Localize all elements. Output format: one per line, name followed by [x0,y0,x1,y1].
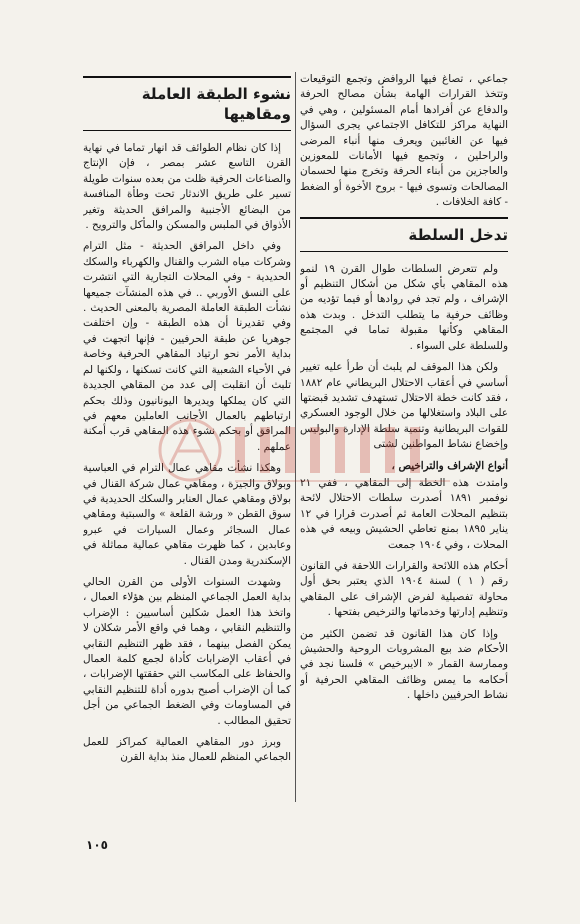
section-title-working-class: نشوء الطبقة العاملة ومقاهيها [83,76,291,131]
page-number: ١٠٥ [86,838,108,852]
right-column [300,72,508,802]
paragraph: وشهدت السنوات الأولى من القرن الحالي بداية العمل الجماعي المنظم بين هؤلاء العمال ، واتخذ هذا العمل شكلين أساسيين : الإضراب والتنظيم النقابي ، وهما في واقع الأمر شكلان لا يمكن الفصل بينهما ، فقد ظهر التنظيم النقابي في أعقاب الإضرابات كأداة لجمع كلمة العمال والحفاظ على المكاسب التي حققتها الإضرابات ، كما أن الإضراب أصبح بدوره أداة للتنظيم النقابي في المساومات وفي الضغط الجماعي من أجل تحقيق المطالب . [83,575,291,727]
paragraph: ولكن هذا الموقف لم يلبث أن طرأ عليه تغيير أساسي في أعقاب الاحتلال البريطاني عام ١٨٨٢ ، فقد كانت خطة الاحتلال تستهدف تشديد قبضتها على البلاد واستغلالها من خلال الوجود العسكري للقوات البريطانية وتنمية سلطة الإدارة والبوليس وإخضاع نشاط المواطنين لشتى [300,361,508,451]
paragraph: إذا كان نظام الطوائف قد انهار تماما في نهاية القرن التاسع عشر بمصر ، فإن الإنتاج والصناعات الحرفية ظلت من بعده سنوات طويلة تسير على طريق الاندثار تحت وطأة المنافسة من البضائع الأجنبية والمرافق الحديثة وتغير الأذواق في الملبس والمسكن والمأكل والترويح . [83,142,291,232]
column-divider [295,72,296,802]
paragraph: وإذا كان هذا القانون قد تضمن الكثير من الأحكام ضد بيع المشروبات الروحية والحشيش وممارسة القمار « الايبرخيص » فلسنا نجد في أحكامه ما يمس وظائف المقاهي الحرفية أو نشاط الحرفيين داخلها . [300,627,508,702]
paragraph: وفي داخل المرافق الحديثة - مثل الترام وشركات مياه الشرب والقنال والكهرباء والسكك الحديدية - وفي المحلات التجارية التي انتشرت على النسق الأوربي .. في هذه المنشآت جميعها نشأت الطبقة العاملة المصرية بالمعنى الحديث . وفي تقديرنا أن هذه الطبقة - وإن اختلفت جوهريا عن طبقة الحرفيين - فإنها اتجهت في بداية الأمر نحو ارتياد المقاهي الحرفية وخاصة في الأحياء الشعبية التي كانت تسكنها ، ولكنها لم تلبث أن انقلبت إلى عدد من المقاهي الجديدة التي كان يملكها ويديرها اليونانيون وذلك بحكم ارتباطهم بالعمال الأجانب العاملين معهم في المرافق أو بحكم نشوء هذه المقاهي قرب أمكنة عملهم . [83,240,291,453]
subhead: أنواع الإشراف والتراخيص ، [391,459,508,472]
intro-paragraph: جماعي ، تصاغ فيها الروافض وتجمع التوقيعات وتتخذ القرارات الهامة بشأن مصالح الحرفة والدفاع عن أفرادها أمام المسئولين ، وهي في النهاية مراكز للتكافل الاجتماعي يجرى السؤال فيها عن الغائبين ويعرف منها أنباء المرضى والراحلين ، وتجمع فيها الأمانات للمعوزين والعاجزين من أبناء الحرفة وتخرج منها لحسمان المصالحات وتسوى فيها - بروح الأخوة أو الضغط - كافة الخلافات . [300,73,508,209]
paragraph: وهكذا نشأت مقاهي عمال الترام في العباسية وبولاق والجيزة ، ومقاهي عمال شركة القنال في بولاق ومقاهي عمال العنابر والسكك الحديدية في سوق القطن « ورشة القلعة » والسبتية ومقاهي عمال السجائر وعمال السيارات في عبرو وعابدين ، كما ظهرت مقاهي عمالية مماثلة في الإسكندرية ومدن القنال . [83,462,291,567]
section-title-authority-intervention: تدخل السلطة [300,217,508,252]
paragraph: وامتدت هذه الخطة إلى المقاهي ، ففي ٢١ نوفمبر ١٨٩١ أصدرت سلطات الاحتلال لائحة بتنظيم المحلات العامة ثم أصدرت قرارا في ١٢ يناير ١٨٩٥ بمنع تعاطي الحشيش وبيعه في هذه المحلات ، وفي ١٩٠٤ جمعت [300,476,508,551]
left-column [83,72,291,802]
paragraph: ولم تتعرض السلطات طوال القرن ١٩ لنمو هذه المقاهي بأي شكل من أشكال التنظيم أو الإشراف ، ولم تجد في روادها أو فيما تؤديه من وظائف حرفية ما يتطلب التدخل . وبدت هذه المقاهي وكأنها مقبولة تماما في المجتمع وللسلطة على السواء . [300,262,508,352]
paragraph: أحكام هذه اللائحة والقرارات اللاحقة في القانون رقم ( ١ ) لسنة ١٩٠٤ الذي يعتبر بحق أول محاولة تفصيلية لفرض الإشراف على المقاهي وتنظيم إدارتها وخدماتها والترخيص بفتحها . [300,559,508,619]
paragraph: وبرز دور المقاهي العمالية كمراكز للعمل الجماعي المنظم للعمال منذ بداية القرن [83,736,291,764]
